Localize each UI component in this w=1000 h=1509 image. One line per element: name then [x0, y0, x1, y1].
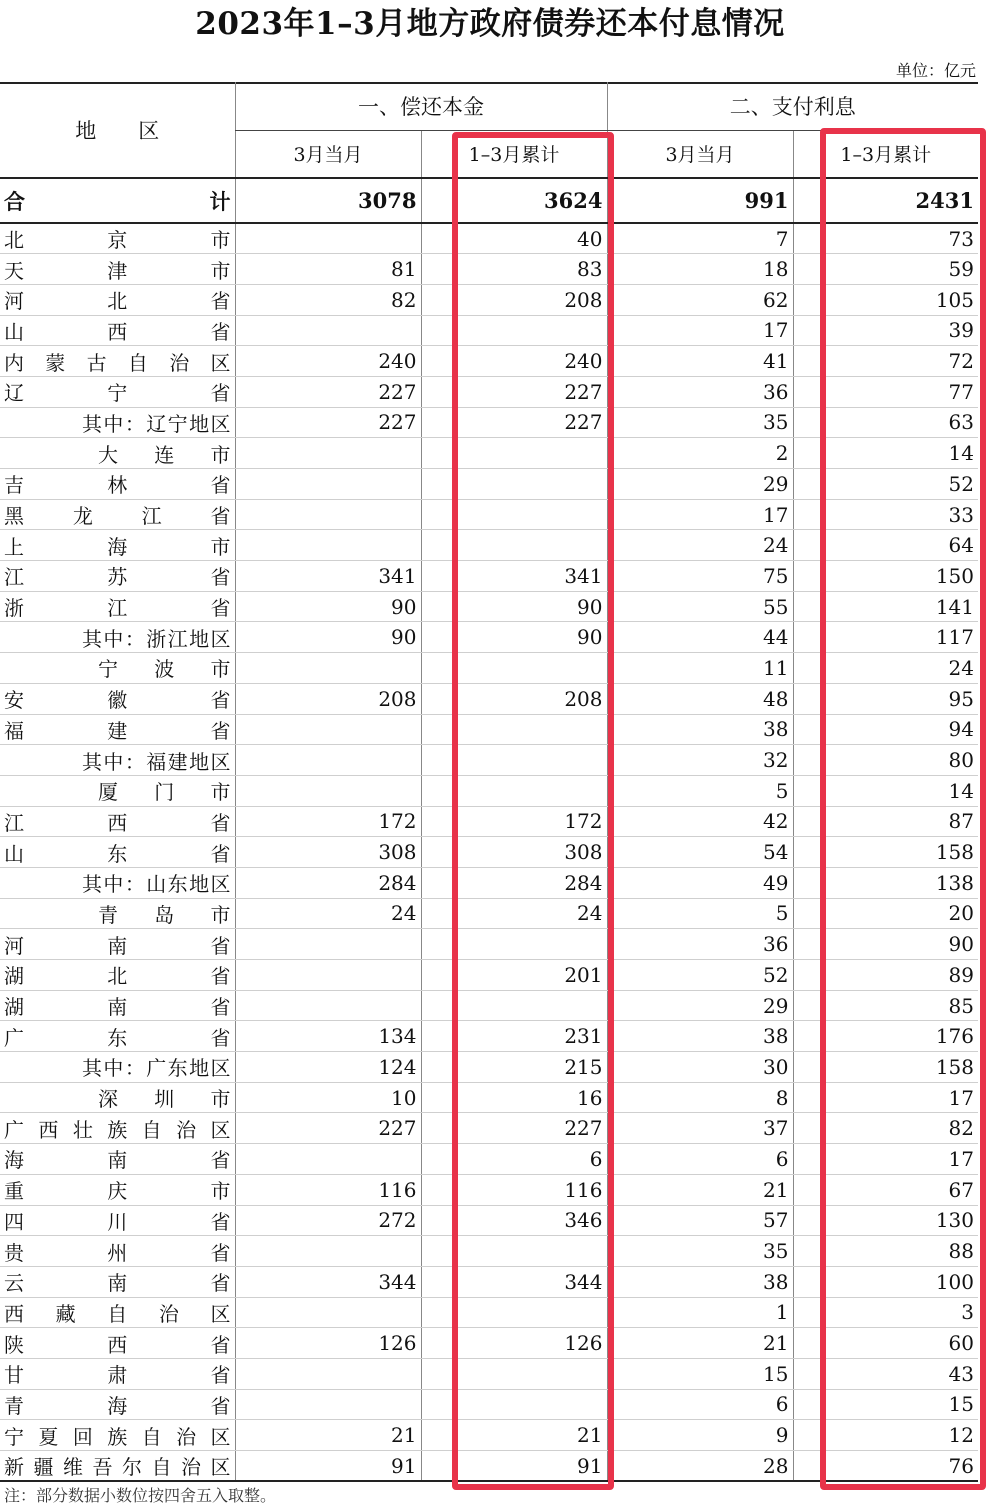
principal-cumulative-cell: 21: [421, 1420, 607, 1451]
interest-month-cell: 55: [607, 591, 793, 622]
interest-cumulative-cell: 24: [793, 653, 978, 684]
interest-header: 二、支付利息: [607, 82, 978, 130]
interest-month-cell: 38: [607, 1266, 793, 1297]
principal-cumulative-cell: 344: [421, 1266, 607, 1297]
interest-month-cell: 6: [607, 1389, 793, 1420]
principal-cumulative-cell: 126: [421, 1328, 607, 1359]
region-name: 河北省: [0, 284, 235, 315]
interest-cumulative-cell: 90: [793, 929, 978, 960]
table-row: [0, 714, 978, 745]
principal-cumulative-cell: [421, 745, 607, 776]
interest-cumulative-cell: 130: [793, 1205, 978, 1236]
region-name: 其中：辽宁地区: [0, 407, 235, 438]
region-name: 上海市: [0, 530, 235, 561]
region-name: 江西省: [0, 806, 235, 837]
region-name: 河南省: [0, 929, 235, 960]
table-row: [0, 683, 978, 714]
principal-month-cell: 134: [235, 1021, 421, 1052]
principal-month-cell: 21: [235, 1420, 421, 1451]
interest-cumulative-cell: 88: [793, 1236, 978, 1267]
interest-cumulative-cell: 20: [793, 898, 978, 929]
region-name: 湖北省: [0, 960, 235, 991]
table-row: [0, 1420, 978, 1451]
interest-cumulative-cell: 95: [793, 683, 978, 714]
region-name: 其中：广东地区: [0, 1052, 235, 1083]
principal-month-cell: 284: [235, 867, 421, 898]
footnote: 注：部分数据小数位按四舍五入取整。: [4, 1486, 277, 1505]
principal-month-cell: 90: [235, 622, 421, 653]
interest-month-cell: 2: [607, 438, 793, 469]
principal-month-cell: 10: [235, 1082, 421, 1113]
region-name: 其中：浙江地区: [0, 622, 235, 653]
principal-month-cell: 24: [235, 898, 421, 929]
interest-cumulative-cell: 117: [793, 622, 978, 653]
principal-month-cell: [235, 960, 421, 991]
interest-month-cell: 28: [607, 1451, 793, 1482]
region-name: 贵州省: [0, 1236, 235, 1267]
principal-month-cell: 81: [235, 254, 421, 285]
principal-cumulative-cell: 90: [421, 622, 607, 653]
page-title: 2023年1–3月地方政府债券还本付息情况: [195, 6, 785, 42]
principal-month-cell: [235, 1297, 421, 1328]
interest-month-cell: 24: [607, 530, 793, 561]
table-row: [0, 1389, 978, 1420]
region-name: 四川省: [0, 1205, 235, 1236]
interest-cumulative-cell: 39: [793, 315, 978, 346]
interest-cumulative-cell: 33: [793, 499, 978, 530]
table-row: [0, 837, 978, 868]
table-row: [0, 530, 978, 561]
total-principal-month: 3078: [235, 178, 421, 223]
principal-cumulative-cell: 201: [421, 960, 607, 991]
table-row: [0, 898, 978, 929]
total-row: [0, 178, 978, 223]
interest-month-cell: 15: [607, 1358, 793, 1389]
interest-cumulative-cell: 138: [793, 867, 978, 898]
interest-month-cell: 18: [607, 254, 793, 285]
interest-cumulative-header: 1–3月累计: [793, 130, 978, 178]
region-name: 陕西省: [0, 1328, 235, 1359]
interest-month-cell: 17: [607, 499, 793, 530]
table-row: [0, 438, 978, 469]
header-row-groups: [0, 82, 978, 130]
region-name: 天津市: [0, 254, 235, 285]
interest-cumulative-cell: 94: [793, 714, 978, 745]
interest-month-cell: 36: [607, 929, 793, 960]
principal-month-cell: 82: [235, 284, 421, 315]
table-row: [0, 1266, 978, 1297]
table-row: [0, 284, 978, 315]
region-name: 北京市: [0, 223, 235, 254]
principal-month-cell: 90: [235, 591, 421, 622]
region-name: 辽宁省: [0, 376, 235, 407]
principal-month-header: 3月当月: [235, 130, 421, 178]
principal-cumulative-cell: 116: [421, 1174, 607, 1205]
principal-month-cell: [235, 745, 421, 776]
table-row: [0, 806, 978, 837]
principal-cumulative-cell: [421, 1297, 607, 1328]
interest-cumulative-cell: 141: [793, 591, 978, 622]
interest-cumulative-cell: 80: [793, 745, 978, 776]
interest-cumulative-cell: 87: [793, 806, 978, 837]
interest-month-cell: 35: [607, 1236, 793, 1267]
principal-month-cell: [235, 469, 421, 500]
principal-cumulative-cell: 346: [421, 1205, 607, 1236]
region-name: 安徽省: [0, 683, 235, 714]
table-row: [0, 867, 978, 898]
table-row: [0, 499, 978, 530]
principal-month-cell: [235, 1236, 421, 1267]
principal-cumulative-cell: 16: [421, 1082, 607, 1113]
interest-month-cell: 44: [607, 622, 793, 653]
table-row: [0, 376, 978, 407]
principal-cumulative-cell: 90: [421, 591, 607, 622]
principal-month-cell: [235, 530, 421, 561]
total-label: 合计: [0, 178, 235, 223]
region-name: 西藏自治区: [0, 1297, 235, 1328]
principal-month-cell: 341: [235, 561, 421, 592]
principal-month-cell: 126: [235, 1328, 421, 1359]
interest-cumulative-cell: 100: [793, 1266, 978, 1297]
table-row: [0, 622, 978, 653]
total-principal-cumulative: 3624: [421, 178, 607, 223]
principal-cumulative-cell: 284: [421, 867, 607, 898]
interest-cumulative-cell: 3: [793, 1297, 978, 1328]
principal-cumulative-cell: 172: [421, 806, 607, 837]
table-row: [0, 1451, 978, 1482]
interest-month-header: 3月当月: [607, 130, 793, 178]
interest-cumulative-cell: 63: [793, 407, 978, 438]
interest-month-cell: 6: [607, 1144, 793, 1175]
interest-month-cell: 5: [607, 775, 793, 806]
region-name: 甘肃省: [0, 1358, 235, 1389]
interest-month-cell: 48: [607, 683, 793, 714]
interest-month-cell: 29: [607, 469, 793, 500]
principal-cumulative-cell: [421, 1389, 607, 1420]
table-row: [0, 1021, 978, 1052]
principal-cumulative-cell: [421, 929, 607, 960]
principal-month-cell: 172: [235, 806, 421, 837]
interest-month-cell: 5: [607, 898, 793, 929]
principal-month-cell: [235, 1358, 421, 1389]
principal-month-cell: 227: [235, 1113, 421, 1144]
interest-cumulative-cell: 85: [793, 990, 978, 1021]
principal-cumulative-cell: [421, 1236, 607, 1267]
principal-cumulative-cell: 24: [421, 898, 607, 929]
interest-cumulative-cell: 17: [793, 1082, 978, 1113]
region-name: 山西省: [0, 315, 235, 346]
unit-label: 单位：亿元: [895, 61, 976, 80]
interest-cumulative-cell: 77: [793, 376, 978, 407]
principal-month-cell: [235, 929, 421, 960]
table-row: [0, 929, 978, 960]
principal-cumulative-cell: [421, 499, 607, 530]
region-name: 浙江省: [0, 591, 235, 622]
table-row: [0, 407, 978, 438]
interest-month-cell: 49: [607, 867, 793, 898]
principal-cumulative-cell: [421, 469, 607, 500]
principal-month-cell: 116: [235, 1174, 421, 1205]
principal-month-cell: [235, 990, 421, 1021]
principal-cumulative-cell: 208: [421, 284, 607, 315]
principal-cumulative-cell: 208: [421, 683, 607, 714]
region-name: 黑龙江省: [0, 499, 235, 530]
principal-cumulative-cell: 91: [421, 1451, 607, 1482]
interest-cumulative-cell: 43: [793, 1358, 978, 1389]
table-row: [0, 960, 978, 991]
table-row: [0, 591, 978, 622]
debt-table: [0, 82, 978, 1482]
region-header: 地 区: [0, 82, 235, 178]
table-row: [0, 1113, 978, 1144]
table-row: [0, 561, 978, 592]
principal-month-cell: [235, 653, 421, 684]
region-name: 新疆维吾尔自治区: [0, 1451, 235, 1482]
region-name: 云南省: [0, 1266, 235, 1297]
region-name: 宁夏回族自治区: [0, 1420, 235, 1451]
region-name: 宁波市: [0, 653, 235, 684]
region-name: 其中：山东地区: [0, 867, 235, 898]
interest-cumulative-cell: 60: [793, 1328, 978, 1359]
interest-month-cell: 21: [607, 1174, 793, 1205]
principal-cumulative-cell: [421, 1358, 607, 1389]
principal-month-cell: 227: [235, 407, 421, 438]
interest-month-cell: 38: [607, 1021, 793, 1052]
table-row: [0, 1144, 978, 1175]
interest-cumulative-cell: 150: [793, 561, 978, 592]
table-row: [0, 315, 978, 346]
region-name: 内蒙古自治区: [0, 346, 235, 377]
region-name: 大连市: [0, 438, 235, 469]
principal-month-cell: [235, 1389, 421, 1420]
principal-cumulative-cell: [421, 990, 607, 1021]
interest-month-cell: 9: [607, 1420, 793, 1451]
principal-cumulative-cell: 227: [421, 1113, 607, 1144]
interest-cumulative-cell: 52: [793, 469, 978, 500]
principal-cumulative-cell: 227: [421, 376, 607, 407]
interest-month-cell: 37: [607, 1113, 793, 1144]
principal-cumulative-cell: 341: [421, 561, 607, 592]
interest-cumulative-cell: 59: [793, 254, 978, 285]
table-row: [0, 1328, 978, 1359]
principal-cumulative-cell: [421, 438, 607, 469]
table-row: [0, 223, 978, 254]
interest-month-cell: 62: [607, 284, 793, 315]
region-name: 广东省: [0, 1021, 235, 1052]
principal-cumulative-cell: 231: [421, 1021, 607, 1052]
interest-month-cell: 7: [607, 223, 793, 254]
interest-month-cell: 36: [607, 376, 793, 407]
principal-month-cell: 272: [235, 1205, 421, 1236]
principal-month-cell: [235, 315, 421, 346]
region-name: 山东省: [0, 837, 235, 868]
interest-cumulative-cell: 64: [793, 530, 978, 561]
principal-month-cell: [235, 499, 421, 530]
interest-cumulative-cell: 105: [793, 284, 978, 315]
interest-month-cell: 30: [607, 1052, 793, 1083]
interest-month-cell: 57: [607, 1205, 793, 1236]
interest-cumulative-cell: 82: [793, 1113, 978, 1144]
principal-cumulative-cell: 308: [421, 837, 607, 868]
region-name: 广西壮族自治区: [0, 1113, 235, 1144]
principal-month-cell: 344: [235, 1266, 421, 1297]
principal-cumulative-cell: [421, 315, 607, 346]
table-row: [0, 469, 978, 500]
principal-month-cell: 227: [235, 376, 421, 407]
interest-month-cell: 75: [607, 561, 793, 592]
interest-month-cell: 11: [607, 653, 793, 684]
table-row: [0, 745, 978, 776]
principal-cumulative-cell: 227: [421, 407, 607, 438]
table-row: [0, 1174, 978, 1205]
table-row: [0, 990, 978, 1021]
table-row: [0, 1236, 978, 1267]
principal-cumulative-cell: [421, 775, 607, 806]
interest-month-cell: 41: [607, 346, 793, 377]
interest-month-cell: 35: [607, 407, 793, 438]
principal-cumulative-cell: 83: [421, 254, 607, 285]
table-row: [0, 254, 978, 285]
table-row: [0, 1052, 978, 1083]
interest-month-cell: 32: [607, 745, 793, 776]
interest-cumulative-cell: 67: [793, 1174, 978, 1205]
principal-cumulative-cell: [421, 653, 607, 684]
interest-cumulative-cell: 73: [793, 223, 978, 254]
region-name: 吉林省: [0, 469, 235, 500]
region-name: 湖南省: [0, 990, 235, 1021]
region-name: 深圳市: [0, 1082, 235, 1113]
interest-month-cell: 1: [607, 1297, 793, 1328]
principal-cumulative-cell: 40: [421, 223, 607, 254]
total-interest-month: 991: [607, 178, 793, 223]
region-name: 江苏省: [0, 561, 235, 592]
table-row: [0, 653, 978, 684]
table-row: [0, 1297, 978, 1328]
table-row: [0, 1358, 978, 1389]
interest-cumulative-cell: 176: [793, 1021, 978, 1052]
interest-cumulative-cell: 14: [793, 438, 978, 469]
principal-header: 一、偿还本金: [235, 82, 607, 130]
interest-month-cell: 52: [607, 960, 793, 991]
region-name: 厦门市: [0, 775, 235, 806]
interest-month-cell: 42: [607, 806, 793, 837]
interest-month-cell: 54: [607, 837, 793, 868]
region-name: 青海省: [0, 1389, 235, 1420]
interest-cumulative-cell: 14: [793, 775, 978, 806]
principal-month-cell: 308: [235, 837, 421, 868]
principal-cumulative-cell: [421, 530, 607, 561]
interest-month-cell: 38: [607, 714, 793, 745]
interest-cumulative-cell: 12: [793, 1420, 978, 1451]
table-row: [0, 346, 978, 377]
region-name: 青岛市: [0, 898, 235, 929]
interest-month-cell: 21: [607, 1328, 793, 1359]
interest-month-cell: 8: [607, 1082, 793, 1113]
principal-cumulative-header: 1–3月累计: [421, 130, 607, 178]
principal-month-cell: [235, 1144, 421, 1175]
interest-month-cell: 17: [607, 315, 793, 346]
table-row: [0, 1082, 978, 1113]
region-name: 其中：福建地区: [0, 745, 235, 776]
principal-cumulative-cell: 6: [421, 1144, 607, 1175]
principal-month-cell: 124: [235, 1052, 421, 1083]
interest-cumulative-cell: 15: [793, 1389, 978, 1420]
region-name: 福建省: [0, 714, 235, 745]
principal-month-cell: [235, 438, 421, 469]
principal-month-cell: 208: [235, 683, 421, 714]
principal-cumulative-cell: 240: [421, 346, 607, 377]
region-name: 重庆市: [0, 1174, 235, 1205]
total-interest-cumulative: 2431: [793, 178, 978, 223]
interest-cumulative-cell: 89: [793, 960, 978, 991]
interest-cumulative-cell: 158: [793, 837, 978, 868]
principal-cumulative-cell: [421, 714, 607, 745]
principal-month-cell: [235, 775, 421, 806]
interest-cumulative-cell: 72: [793, 346, 978, 377]
principal-month-cell: [235, 714, 421, 745]
principal-month-cell: [235, 223, 421, 254]
region-name: 海南省: [0, 1144, 235, 1175]
principal-month-cell: 240: [235, 346, 421, 377]
table-row: [0, 1205, 978, 1236]
interest-cumulative-cell: 158: [793, 1052, 978, 1083]
table-row: [0, 775, 978, 806]
interest-month-cell: 29: [607, 990, 793, 1021]
principal-cumulative-cell: 215: [421, 1052, 607, 1083]
interest-cumulative-cell: 76: [793, 1451, 978, 1482]
interest-cumulative-cell: 17: [793, 1144, 978, 1175]
principal-month-cell: 91: [235, 1451, 421, 1482]
